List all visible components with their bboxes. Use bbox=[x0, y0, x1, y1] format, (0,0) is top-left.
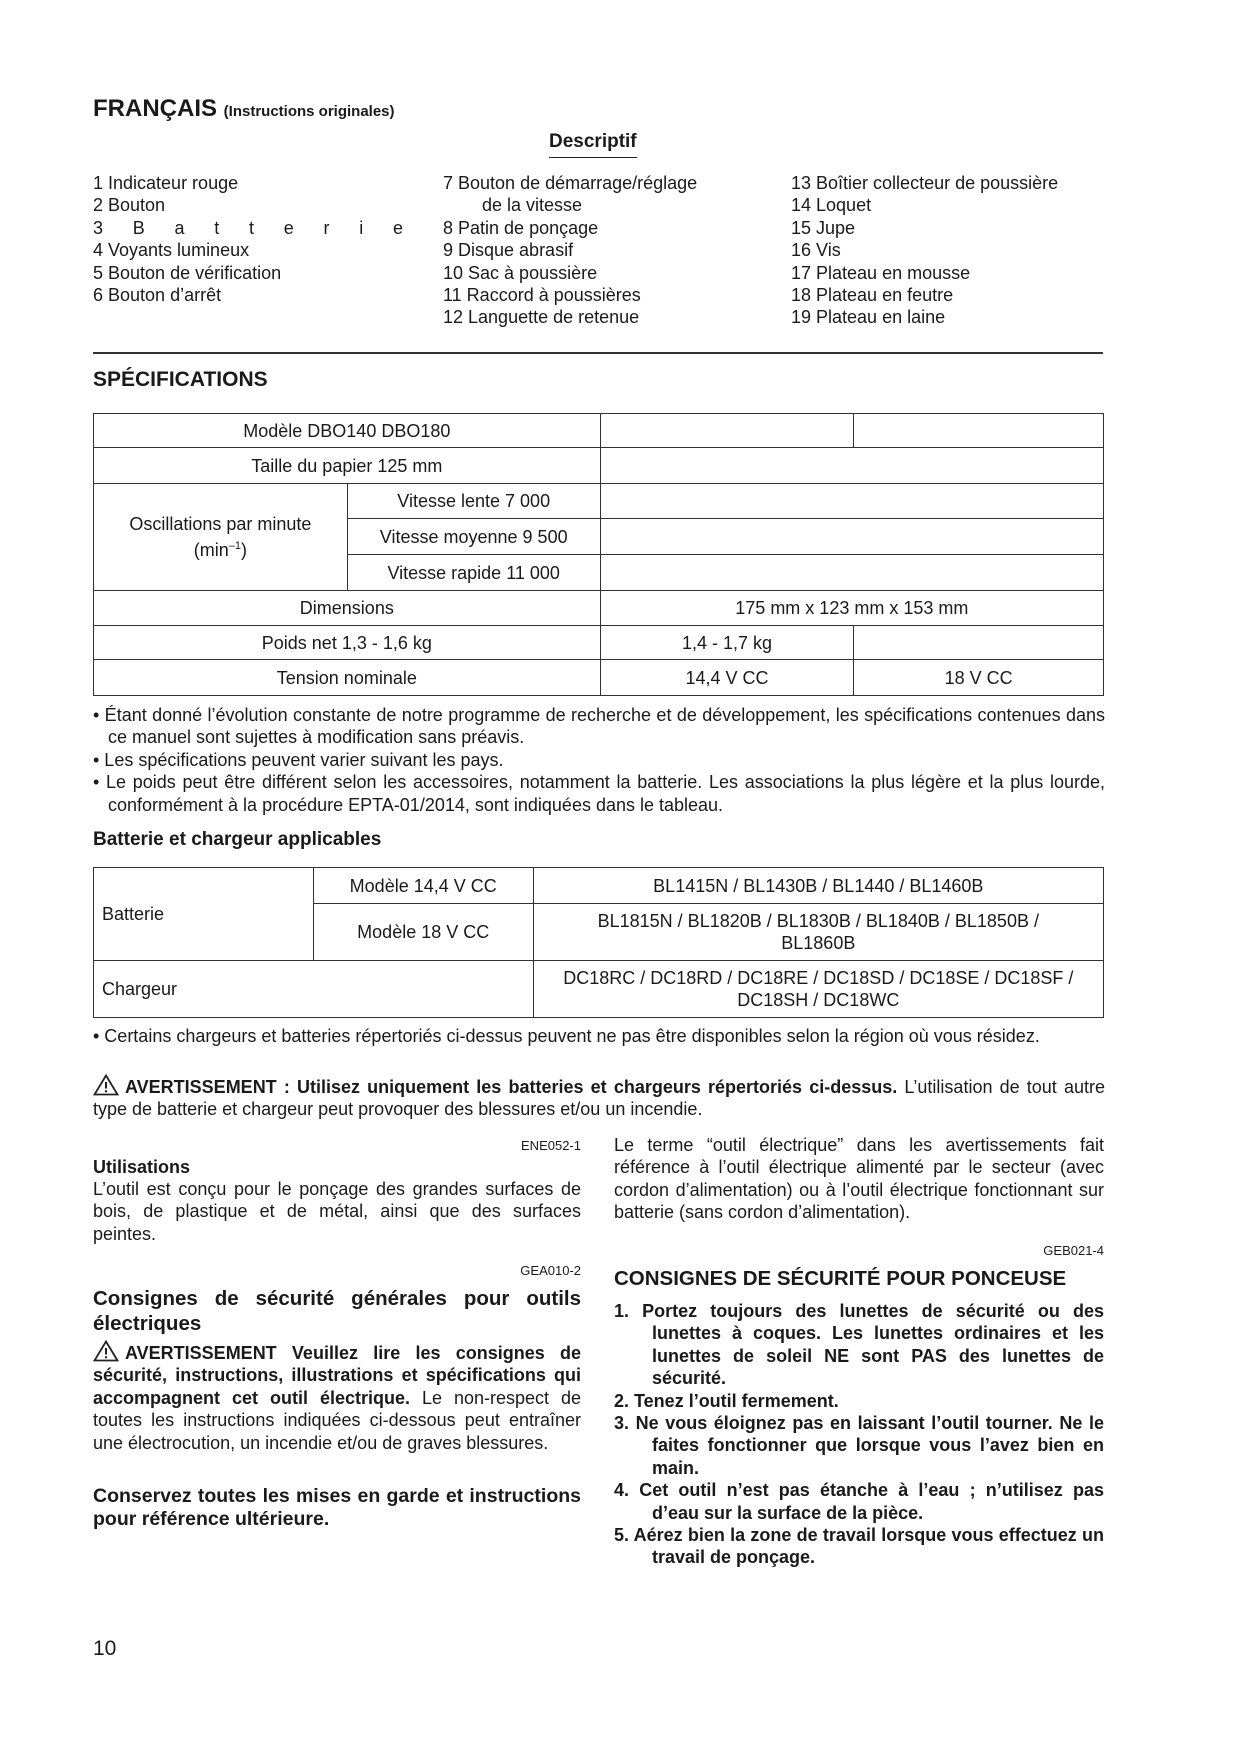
list-item: 9 Disque abrasif bbox=[443, 240, 574, 261]
usage-text: L’outil est conçu pour le ponçage des grandes surfaces de bois, de plastique et de métal, ainsi que des surfaces peintes. bbox=[93, 1179, 581, 1244]
battery-title: Batterie et chargeur applicables bbox=[93, 829, 382, 850]
battery-label: Batterie bbox=[94, 868, 314, 961]
spec-speed-high: Vitesse rapide 11 000 bbox=[347, 555, 600, 591]
general-safety-warning bbox=[93, 1340, 581, 1454]
list-item: 2. Tenez l’outil fermement. bbox=[614, 1390, 839, 1411]
ref-code: GEB021-4 bbox=[1043, 1243, 1104, 1258]
battery-table bbox=[93, 867, 1104, 1018]
spec-cell-empty bbox=[600, 448, 1103, 484]
spec-dimensions-value: 175 mm x 123 mm x 153 mm bbox=[600, 591, 1103, 626]
list-item: 19 Plateau en laine bbox=[791, 307, 946, 328]
battery-model-18-list-line1: BL1815N / BL1820B / BL1830B / BL1840B / BL1850B / bbox=[597, 911, 1039, 931]
term-definition: Le terme “outil électrique” dans les avertissements fait référence à l’outil électrique alimenté par le secteur (avec cordon d’alimentation) ou à l’outil électrique fonctionnant sur batterie (sans cordon d’alimentation). bbox=[614, 1135, 1104, 1223]
spec-cell-empty bbox=[854, 414, 1104, 448]
table-row bbox=[94, 660, 1104, 696]
table-row bbox=[94, 961, 1104, 1018]
list-item: 4. Cet outil n’est pas étanche à l’eau ; n’utilisez pas d’eau sur la surface de la pièce. bbox=[614, 1480, 1104, 1523]
list-item: 2 Bouton bbox=[93, 195, 166, 216]
list-item: 7 Bouton de démarrage/réglage bbox=[443, 173, 698, 193]
spec-speed-mid: Vitesse moyenne 9 500 bbox=[347, 519, 600, 555]
spec-weight-value: 1,4 - 1,7 kg bbox=[600, 626, 854, 660]
spec-dimensions-label: Dimensions bbox=[94, 591, 601, 626]
spec-oscillations-label bbox=[94, 484, 348, 591]
list-item: 11 Raccord à poussières bbox=[443, 285, 641, 306]
page-subtitle: (Instructions originales) bbox=[223, 103, 395, 120]
charger-label: Chargeur bbox=[94, 961, 534, 1018]
spec-cell-empty bbox=[600, 519, 1103, 555]
description-title: Descriptif bbox=[549, 131, 637, 158]
list-item: 18 Plateau en feutre bbox=[791, 285, 954, 306]
spec-speed-low: Vitesse lente 7 000 bbox=[347, 484, 600, 519]
list-item: 1 Indicateur rouge bbox=[93, 173, 239, 193]
list-item: • Les spécifications peuvent varier suivant les pays. bbox=[93, 749, 504, 770]
battery-model-18: Modèle 18 V CC bbox=[313, 904, 533, 961]
battery-model-144: Modèle 14,4 V CC bbox=[313, 868, 533, 904]
spec-model: Modèle DBO140 DBO180 bbox=[94, 414, 601, 448]
list-item: 3 B a t t e r i e bbox=[93, 217, 403, 238]
table-row bbox=[94, 868, 1104, 904]
charger-list-line2: DC18SH / DC18WC bbox=[737, 990, 900, 1010]
list-item: 15 Jupe bbox=[791, 217, 856, 238]
list-item: 14 Loquet bbox=[791, 195, 872, 216]
list-item: 3. Ne vous éloignez pas en laissant l’outil tourner. Ne le faites fonctionner que lorsque vous l’avez bien en main. bbox=[614, 1413, 1104, 1478]
keep-instructions: Conservez toutes les mises en garde et instructions pour référence ultérieure. bbox=[93, 1485, 581, 1530]
warning-text: Le non-respect de toutes les instructions indiquées ci-dessous peut entraîner une électrocution, un incendie et/ou de graves blessures. bbox=[93, 1387, 581, 1453]
description-col2 bbox=[443, 172, 697, 329]
battery-model-18-list-line2: BL1860B bbox=[781, 933, 856, 953]
list-item: de la vitesse bbox=[482, 195, 583, 216]
spec-paper-size: Taille du papier 125 mm bbox=[94, 448, 601, 484]
spec-osc-unit-base: (min bbox=[193, 540, 229, 560]
description-col1 bbox=[93, 172, 403, 306]
spec-osc-text: Oscillations par minute bbox=[129, 514, 312, 534]
list-item: 10 Sac à poussière bbox=[443, 262, 598, 283]
list-item: • Étant donné l’évolution constante de notre programme de recherche et de développement, les spécifications contenues dans ce manuel sont sujettes à modification sans préavis. bbox=[93, 705, 1105, 748]
table-row bbox=[94, 484, 1104, 519]
list-item: 12 Languette de retenue bbox=[443, 307, 640, 328]
list-item: 4 Voyants lumineux bbox=[93, 240, 250, 261]
spec-notes bbox=[93, 704, 1105, 816]
ref-code: GEA010-2 bbox=[520, 1263, 581, 1278]
list-item: 5. Aérez bien la zone de travail lorsque vous effectuez un travail de ponçage. bbox=[614, 1525, 1104, 1568]
list-item: 13 Boîtier collecteur de poussière bbox=[791, 173, 1059, 193]
usage-title: Utilisations bbox=[93, 1157, 191, 1177]
warning-bold: AVERTISSEMENT : Utilisez uniquement les batteries et chargeurs répertoriés ci-dessus. bbox=[125, 1077, 898, 1097]
charger-list bbox=[533, 961, 1103, 1018]
list-item: 6 Bouton d’arrêt bbox=[93, 285, 222, 306]
spec-osc-unit-sup: –1 bbox=[228, 540, 241, 552]
spec-voltage-b: 18 V CC bbox=[854, 660, 1104, 696]
sander-safety-list bbox=[614, 1300, 1104, 1569]
list-item: • Certains chargeurs et batteries répertoriés ci-dessus peuvent ne pas être disponibles selon la région où vous résidez. bbox=[93, 1026, 1040, 1046]
list-item: • Le poids peut être différent selon les accessoires, notamment la batterie. Les associations la plus légère et la plus lourde, conformément à la procédure EPTA-01/2014, sont indiquées dans le tableau. bbox=[93, 772, 1105, 815]
table-row bbox=[94, 448, 1104, 484]
list-item: 1. Portez toujours des lunettes de sécurité ou des lunettes à coques. Les lunettes ordinaires et les lunettes de soleil NE sont PAS des lunettes de sécurité. bbox=[614, 1301, 1104, 1389]
battery-model-144-list: BL1415N / BL1430B / BL1440 / BL1460B bbox=[533, 868, 1103, 904]
spec-cell-empty bbox=[600, 414, 854, 448]
language-title: FRANÇAIS bbox=[93, 95, 217, 122]
general-safety-title: Consignes de sécurité générales pour outils électriques bbox=[93, 1287, 581, 1335]
page-title bbox=[93, 95, 395, 123]
warning-batteries bbox=[93, 1074, 1105, 1121]
description-col3 bbox=[791, 172, 1058, 329]
battery-note bbox=[93, 1025, 1105, 1047]
list-item: 17 Plateau en mousse bbox=[791, 262, 971, 283]
spec-voltage-a: 14,4 V CC bbox=[600, 660, 854, 696]
warning-triangle-icon bbox=[93, 1074, 119, 1096]
page-number: 10 bbox=[93, 1637, 117, 1660]
specs-title: SPÉCIFICATIONS bbox=[93, 368, 268, 391]
table-row bbox=[94, 414, 1104, 448]
table-row bbox=[94, 591, 1104, 626]
spec-osc-unit-close: ) bbox=[241, 540, 247, 560]
ref-code: ENE052-1 bbox=[521, 1138, 581, 1153]
specs-table bbox=[93, 413, 1104, 696]
warning-text: L’utilisation de tout autre type de batterie et chargeur peut provoquer des blessures et/ou un incendie. bbox=[93, 1077, 1105, 1120]
spec-weight-label: Poids net 1,3 - 1,6 kg bbox=[94, 626, 601, 660]
list-item: 8 Patin de ponçage bbox=[443, 217, 599, 238]
warning-bold: AVERTISSEMENT Veuillez lire les consignes de sécurité, instructions, illustrations et spécifications qui accompagnent cet outil électrique. bbox=[93, 1343, 581, 1408]
section-divider bbox=[93, 352, 1103, 354]
spec-osc-unit bbox=[94, 535, 347, 561]
sander-safety-title: CONSIGNES DE SÉCURITÉ POUR PONCEUSE bbox=[614, 1267, 1067, 1290]
warning-triangle-icon bbox=[93, 1340, 119, 1362]
battery-model-18-list bbox=[533, 904, 1103, 961]
spec-cell-empty bbox=[854, 626, 1104, 660]
list-item: 16 Vis bbox=[791, 240, 841, 261]
table-row bbox=[94, 626, 1104, 660]
spec-voltage-label: Tension nominale bbox=[94, 660, 601, 696]
charger-list-line1: DC18RC / DC18RD / DC18RE / DC18SD / DC18SE / DC18SF / bbox=[563, 968, 1074, 988]
spec-cell-empty bbox=[600, 484, 1103, 519]
list-item: 5 Bouton de vérification bbox=[93, 262, 282, 283]
spec-cell-empty bbox=[600, 555, 1103, 591]
